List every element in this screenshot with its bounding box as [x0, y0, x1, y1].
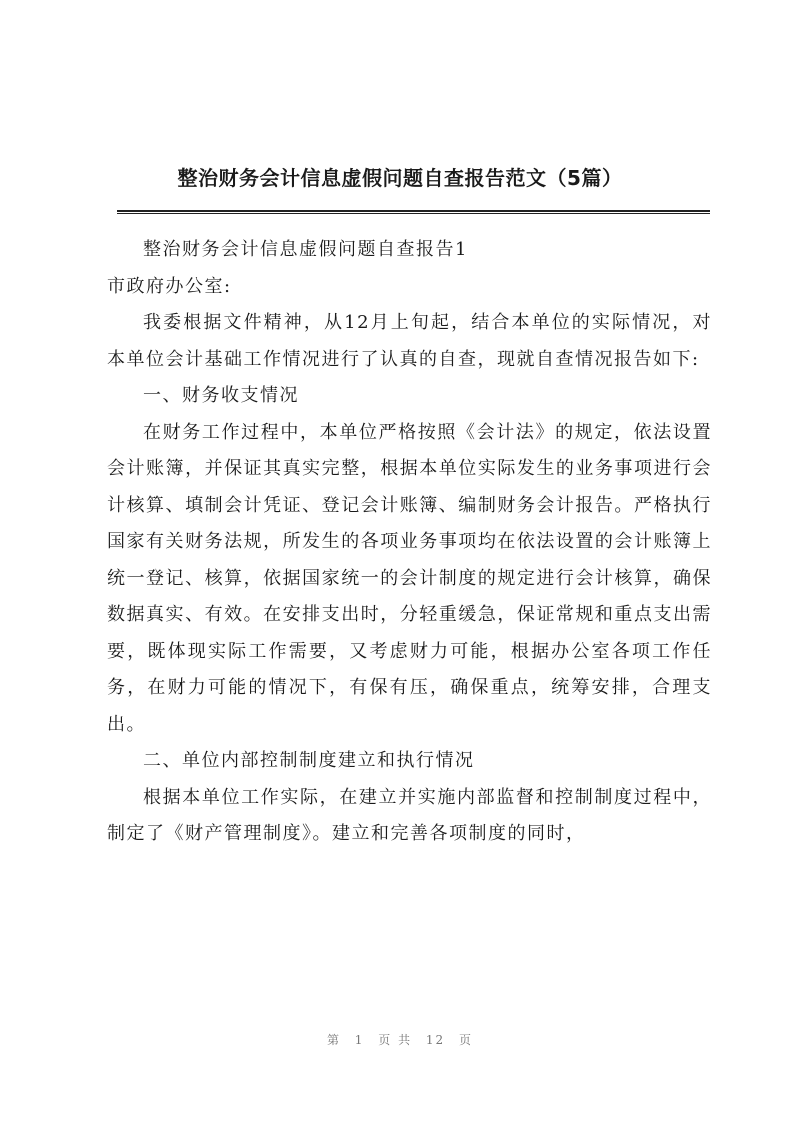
footer-current-page: 1: [354, 1033, 365, 1047]
section-1-paragraph: 在财务工作过程中，本单位严格按照《会计法》的规定，依法设置会计账簿，并保证其真实完整，根据本单位实际发生的业务事项进行会计核算、填制会计凭证、登记会计账簿、编制财务会计报告。严格执行国家有关财务法规，所发生的各项业务事项均在依法设置的会计账簿上统一登记、核算，依据国家统一的会计制度的规定进行会计核算，确保数据真实、有效。在安排支出时，分轻重缓急，保证常规和重点支出需要，既体现实际工作需要，又考虑财力可能，根据办公室各项工作任务，在财力可能的情况下，有保有压，确保重点，统筹安排，合理支出。: [107, 421, 712, 735]
document-title: 整治财务会计信息虚假问题自查报告范文（5篇）: [177, 166, 623, 190]
footer-label-page: 第: [326, 1033, 341, 1047]
section-heading-2: 二、单位内部控制制度建立和执行情况: [143, 750, 475, 771]
intro-paragraph: 我委根据文件精神，从12月上旬起，结合本单位的实际情况，对本单位会计基础工作情况进行了认真的自查，现就自查情况报告如下:: [107, 312, 712, 370]
footer-label-pages: 页: [459, 1033, 474, 1047]
report-heading: 整治财务会计信息虚假问题自查报告1: [143, 239, 468, 260]
footer-label-of: 页 共: [378, 1033, 413, 1047]
document-body: [107, 232, 712, 853]
footer-total-pages: 12: [425, 1033, 446, 1047]
page-footer: [0, 1032, 800, 1048]
addressee: 市政府办公室:: [107, 275, 232, 297]
section-2-paragraph: 根据本单位工作实际，在建立并实施内部监督和控制制度过程中，制定了《财产管理制度》。建立和完善各项制度的同时，: [107, 786, 712, 844]
section-heading-1: 一、财务收支情况: [143, 385, 299, 406]
title-divider: [117, 210, 710, 212]
